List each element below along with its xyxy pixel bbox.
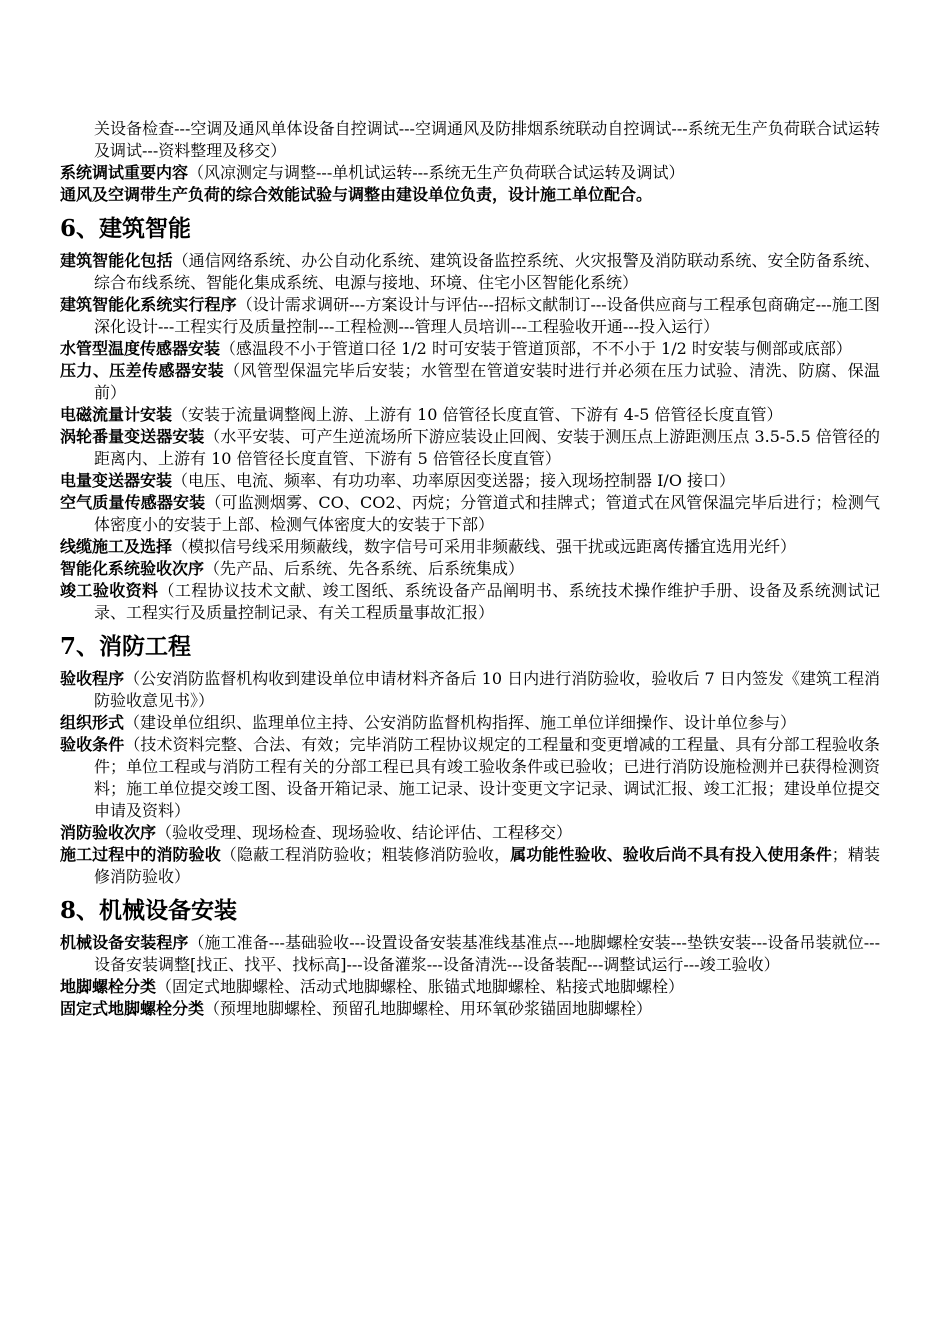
paragraph-text: （公安消防监督机构收到建设单位申请材料齐备后 10 日内进行消防验收，验收后 7 日内签发《建筑工程消防验收意见书》） bbox=[94, 669, 880, 710]
term-label: 消防验收次序 bbox=[60, 823, 157, 842]
term-label: 压力、压差传感器安装 bbox=[60, 361, 225, 380]
paragraph bbox=[60, 426, 880, 470]
paragraph-text: （感温段不小于管道口径 1/2 时可安装于管道顶部，不不小于 1/2 时安装与侧部或底部） bbox=[220, 339, 852, 358]
paragraph-text: 关设备检查---空调及通风单体设备自控调试---空调通风及防排烟系统联动自控调试---系统无生产负荷联合试运转及调试---资料整理及移交） bbox=[94, 119, 880, 160]
continued-paragraph bbox=[60, 118, 880, 162]
term-label: 固定式地脚螺栓分类 bbox=[60, 999, 205, 1018]
paragraph bbox=[60, 822, 880, 844]
paragraph bbox=[60, 162, 880, 184]
term-label: 涡轮番量变送器安装 bbox=[60, 427, 205, 446]
paragraph-text: （建设单位组织、监理单位主持、公安消防监督机构指挥、施工单位详细操作、设计单位参与） bbox=[124, 713, 797, 732]
paragraph-text: （施工准备---基础验收---设置设备安装基准线基准点---地脚螺栓安装---垫铁安装---设备吊装就位---设备安装调整[找正、找平、找标高]---设备灌浆---设备清洗---设备装配---调整试运行---竣工验收） bbox=[94, 933, 880, 974]
section-heading: 6、建筑智能 bbox=[60, 215, 192, 242]
term-label: 电量变送器安装 bbox=[60, 471, 173, 490]
paragraph bbox=[60, 998, 880, 1020]
paragraph-text: （技术资料完整、合法、有效；完毕消防工程协议规定的工程量和变更增减的工程量、具有分部工程验收条件；单位工程或与消防工程有关的分部工程已具有竣工验收条件或已验收；已进行消防设施检测并已获得检测资料；施工单位提交竣工图、设备开箱记录、施工记录、设计变更文字记录、调试汇报、竣工汇报；建设单位提交申请及资料） bbox=[94, 735, 880, 820]
paragraph bbox=[60, 668, 880, 712]
paragraph bbox=[60, 470, 880, 492]
paragraph-text: （隐蔽工程消防验收；粗装修消防验收， bbox=[220, 845, 511, 864]
document-page bbox=[60, 118, 880, 1020]
paragraph-text: ；精装修消防验收） bbox=[94, 845, 880, 886]
term-label: 空气质量传感器安装 bbox=[60, 493, 206, 512]
paragraph bbox=[60, 338, 880, 360]
paragraph bbox=[60, 844, 880, 888]
paragraph bbox=[60, 734, 880, 822]
term-label: 地脚螺栓分类 bbox=[60, 977, 157, 996]
term-label: 系统调试重要内容 bbox=[60, 163, 189, 182]
paragraph bbox=[60, 492, 880, 536]
paragraph bbox=[60, 404, 880, 426]
paragraph-text: （安装于流量调整阀上游、上游有 10 倍管径长度直管、下游有 4-5 倍管径长度直管） bbox=[172, 405, 783, 424]
term-label: 机械设备安装程序 bbox=[60, 933, 189, 952]
term-label: 电磁流量计安装 bbox=[60, 405, 173, 424]
paragraph bbox=[60, 558, 880, 580]
term-label: 水管型温度传感器安装 bbox=[60, 339, 221, 358]
paragraph-text: （模拟信号线采用频蔽线，数字信号可采用非频蔽线、强干扰或远距离传播宜选用光纤） bbox=[172, 537, 797, 556]
paragraph-text: （预埋地脚螺栓、预留孔地脚螺栓、用环氧砂浆锚固地脚螺栓） bbox=[204, 999, 653, 1018]
paragraph bbox=[60, 932, 880, 976]
term-label: 智能化系统验收次序 bbox=[60, 559, 205, 578]
paragraph-text: （先产品、后系统、先各系统、后系统集成） bbox=[204, 559, 525, 578]
paragraph-text: （验收受理、现场检查、现场验收、结论评估、工程移交） bbox=[156, 823, 573, 842]
emphasis-text: 属功能性验收、验收后尚不具有投入使用条件 bbox=[510, 845, 832, 864]
term-label: 竣工验收资料 bbox=[60, 581, 159, 600]
term-label: 施工过程中的消防验收 bbox=[60, 845, 221, 864]
paragraph bbox=[60, 580, 880, 624]
term-label: 组织形式 bbox=[60, 713, 125, 732]
paragraph-text: （风凉测定与调整---单机试运转---系统无生产负荷联合试运转及调试） bbox=[188, 163, 685, 182]
paragraph-text: （通信网络系统、办公自动化系统、建筑设备监控系统、火灾报警及消防联动系统、安全防备系统、综合布线系统、智能化集成系统、电源与接地、环境、住宅小区智能化系统） bbox=[94, 251, 880, 292]
paragraph-text: （设计需求调研---方案设计与评估---招标文献制订---设备供应商与工程承包商确定---施工图深化设计---工程实行及质量控制---工程检测---管理人员培训---工程验收开通---投入运行） bbox=[94, 295, 880, 336]
section-heading: 8、机械设备安装 bbox=[60, 897, 238, 924]
paragraph-text: （固定式地脚螺栓、活动式地脚螺栓、胀锚式地脚螺栓、粘接式地脚螺栓） bbox=[156, 977, 685, 996]
paragraph-text: （工程协议技术文献、竣工图纸、系统设备产品阐明书、系统技术操作维护手册、设备及系统测试记录、工程实行及质量控制记录、有关工程质量事故汇报） bbox=[94, 581, 880, 622]
paragraph-text: （可监测烟雾、CO、CO2、丙烷；分管道式和挂牌式；管道式在风管保温完毕后进行；检测气体密度小的安装于上部、检测气体密度大的安装于下部） bbox=[94, 493, 880, 534]
paragraph bbox=[60, 712, 880, 734]
paragraph bbox=[60, 976, 880, 998]
term-label: 线缆施工及选择 bbox=[60, 537, 173, 556]
term-label: 验收程序 bbox=[60, 669, 125, 688]
bold-note: 通风及空调带生产负荷的综合效能试验与调整由建设单位负责，设计施工单位配合。 bbox=[60, 185, 653, 204]
paragraph-text: （风管型保温完毕后安装；水管型在管道安装时进行并必须在压力试验、清洗、防腐、保温前） bbox=[94, 361, 880, 402]
paragraph bbox=[60, 294, 880, 338]
term-label: 验收条件 bbox=[60, 735, 125, 754]
section-heading: 7、消防工程 bbox=[60, 633, 192, 660]
paragraph-text: （水平安装、可产生逆流场所下游应装设止回阀、安装于测压点上游距测压点 3.5-5.5 倍管径的距离内、上游有 10 倍管径长度直管、下游有 5 倍管径长度直管） bbox=[94, 427, 880, 468]
paragraph-text: （电压、电流、频率、有功功率、功率原因变送器；接入现场控制器 I/O 接口） bbox=[172, 471, 736, 490]
term-label: 建筑智能化系统实行程序 bbox=[60, 295, 237, 314]
paragraph bbox=[60, 536, 880, 558]
term-label: 建筑智能化包括 bbox=[60, 251, 173, 270]
paragraph bbox=[60, 360, 880, 404]
paragraph bbox=[60, 250, 880, 294]
